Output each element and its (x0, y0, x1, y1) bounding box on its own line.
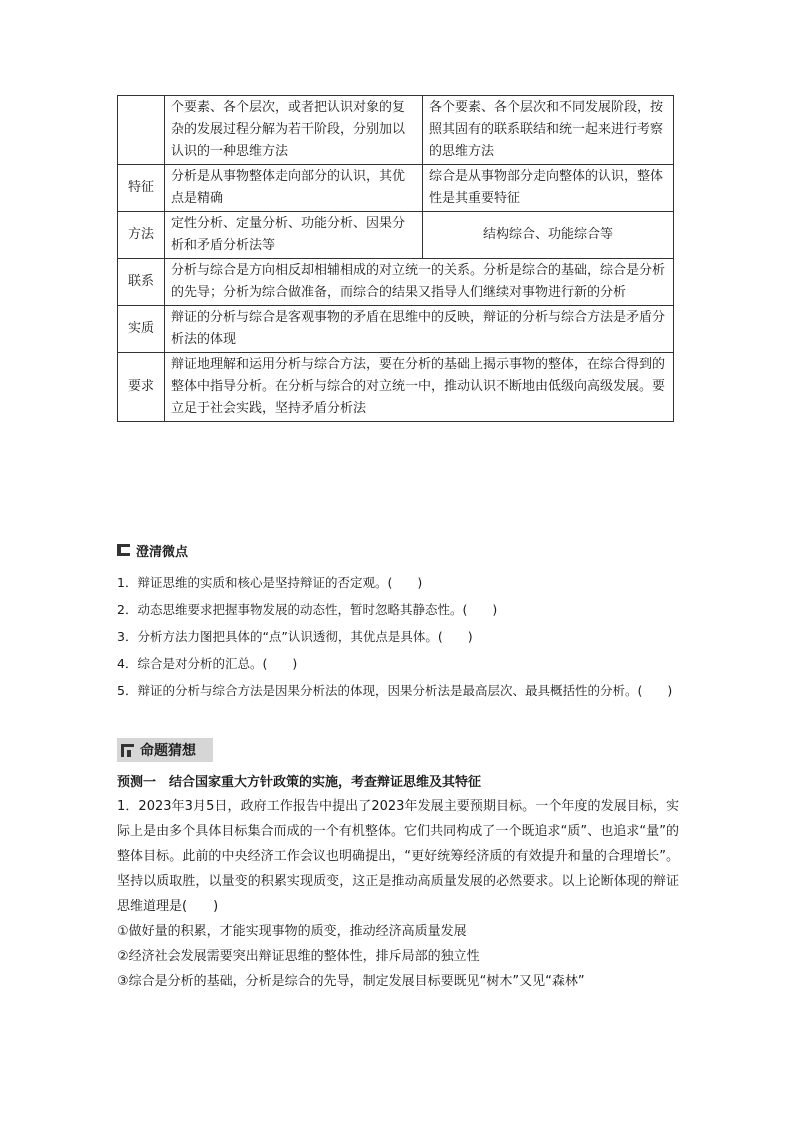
synthesis-cell: 各个要素、各个层次和不同发展阶段，按照其固有的联系联结和统一起来进行考察的思维方法 (423, 96, 674, 165)
section-marker-icon (121, 744, 134, 757)
analysis-cell: 分析是从事物整体走向部分的认识，其优点是精确 (165, 165, 423, 212)
merged-cell: 辩证的分析与综合是客观事物的矛盾在思维中的反映，辩证的分析与综合方法是矛盾分析法的体现 (165, 306, 674, 353)
row-label: 要求 (118, 353, 165, 422)
option-2: ②经济社会发展需要突出辩证思维的整体性，排斥局部的独立性 (117, 949, 480, 964)
section-marker-icon (117, 544, 130, 556)
prediction-heading: 预测一 结合国家重大方针政策的实施，考查辩证思维及其特征 (117, 775, 482, 790)
table-row-requirement (118, 353, 674, 422)
guess-banner (117, 738, 213, 762)
row-label: 特征 (118, 165, 165, 212)
table-row-method (118, 212, 674, 259)
analysis-cell: 个要素、各个层次，或者把认识对象的复杂的发展过程分解为若干阶段，分别加以认识的一种思维方法 (165, 96, 423, 165)
analysis-synthesis-table (117, 95, 674, 422)
table-row-essence (118, 306, 674, 353)
question-text: 1．2023年3月5日，政府工作报告中提出了2023年发展主要预期目标。一个年度的发展目标，实际上是由多个具体目标集合而成的一个有机整体。它们共同构成了一个既追求“质”、也追求“量”的整体目标。此前的中央经济工作会议也明确提出，“更好统筹经济质的有效提升和量的合理增长”。坚持以质取胜，以量变的积累实现质变，这正是推动高质量发展的必然要求。以上论断体现的辩证思维道理是( ) (117, 799, 679, 914)
row-label (118, 96, 165, 165)
clarify-title: 澄清微点 (136, 544, 189, 560)
table-row-definition (118, 96, 674, 165)
list-item: 4．综合是对分析的汇总。( ) (117, 656, 298, 671)
table-row-relation (118, 259, 674, 306)
option-3: ③综合是分析的基础，分析是综合的先导，制定发展目标要既见“树木”又见“森林” (117, 974, 585, 989)
synthesis-cell: 综合是从事物部分走向整体的认识，整体性是其重要特征 (423, 165, 674, 212)
list-item: 2．动态思维要求把握事物发展的动态性，暂时忽略其静态性。( ) (117, 602, 498, 617)
guess-title: 命题猜想 (140, 743, 196, 759)
row-label: 联系 (118, 259, 165, 306)
list-item: 5．辩证的分析与综合方法是因果分析法的体现，因果分析法是最高层次、最具概括性的分析。( ) (117, 683, 673, 698)
table-row-feature (118, 165, 674, 212)
option-1: ①做好量的积累，才能实现事物的质变，推动经济高质量发展 (117, 924, 467, 939)
list-item: 3．分析方法力图把具体的“点”认识透彻，其优点是具体。( ) (117, 629, 473, 644)
merged-cell: 分析与综合是方向相反却相辅相成的对立统一的关系。分析是综合的基础，综合是分析的先导；分析为综合做准备，而综合的结果又指导人们继续对事物进行新的分析 (165, 259, 674, 306)
clarify-list (117, 569, 687, 704)
analysis-cell: 定性分析、定量分析、功能分析、因果分析和矛盾分析法等 (165, 212, 423, 259)
row-label: 实质 (118, 306, 165, 353)
question-area (117, 772, 679, 994)
row-label: 方法 (118, 212, 165, 259)
merged-cell: 辩证地理解和运用分析与综合方法，要在分析的基础上揭示事物的整体，在综合得到的整体中指导分析。在分析与综合的对立统一中，推动认识不断地由低级向高级发展。要立足于社会实践，坚持矛盾分析法 (165, 353, 674, 422)
synthesis-cell: 结构综合、功能综合等 (423, 212, 674, 259)
list-item: 1．辩证思维的实质和核心是坚持辩证的否定观。( ) (117, 575, 423, 590)
clarify-heading (117, 541, 188, 559)
